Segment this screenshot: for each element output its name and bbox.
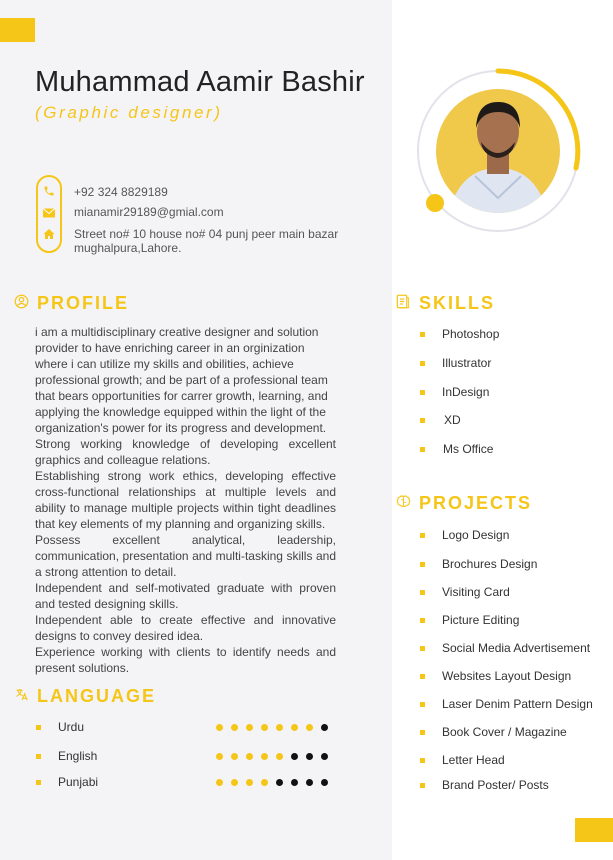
project-name: Picture Editing [442, 613, 520, 627]
profile-paragraph: Establishing strong work ethics, developing effective cross-functional relationships at multiple levels and ability to manage multiple projects within tight deadlines that key elements of my planning and organizing skills. [35, 469, 336, 531]
proficiency-dots [216, 779, 328, 786]
skill-name: XD [444, 413, 461, 427]
project-name: Websites Layout Design [442, 669, 572, 683]
project-name: Logo Design [442, 528, 510, 542]
user-circle-icon [14, 294, 34, 313]
profile-title: PROFILE [37, 293, 130, 313]
skills-heading [396, 293, 495, 314]
proficiency-dot-filled [276, 753, 283, 760]
language-name: Urdu [58, 720, 85, 734]
bullet [36, 754, 41, 759]
language-icon [14, 687, 34, 706]
profile-photo-frame [415, 68, 581, 234]
profile-paragraph: Strong working knowledge of developing excellent graphics and colleague relations. [35, 437, 336, 467]
proficiency-dot-empty [306, 779, 313, 786]
language-name: Punjabi [58, 775, 99, 789]
proficiency-dot-filled [216, 753, 223, 760]
skill-name: InDesign [442, 385, 490, 399]
email-address: mianamir29189@gmial.com [74, 205, 224, 219]
bullet [420, 390, 425, 395]
proficiency-dot-filled [231, 724, 238, 731]
profile-paragraph: Independent and self-motivated graduate with proven and tested designing skills. [35, 581, 336, 611]
profile-paragraph: Independent able to create effective and innovative designs to convey desired idea. [35, 613, 336, 643]
skill-name: Photoshop [442, 327, 500, 341]
bullet [420, 447, 425, 452]
accent-bar-bottom [575, 818, 613, 842]
language-row-punjabi [36, 775, 336, 791]
bullet [420, 730, 425, 735]
skill-name: Ms Office [443, 442, 494, 456]
bullet [420, 674, 425, 679]
proficiency-dot-filled [291, 724, 298, 731]
job-title: (Graphic designer) [35, 103, 223, 122]
proficiency-dot-empty [291, 779, 298, 786]
proficiency-dot-empty [321, 779, 328, 786]
proficiency-dot-filled [231, 779, 238, 786]
proficiency-dots [216, 724, 328, 731]
bullet [420, 783, 425, 788]
proficiency-dots [216, 753, 328, 760]
envelope-icon [38, 207, 60, 221]
proficiency-dot-filled [306, 724, 313, 731]
language-heading [14, 686, 156, 707]
proficiency-dot-filled [246, 753, 253, 760]
proficiency-dot-filled [216, 724, 223, 731]
bullet [420, 361, 425, 366]
proficiency-dot-filled [231, 753, 238, 760]
bullet [36, 725, 41, 730]
bullet [420, 418, 425, 423]
home-icon [38, 228, 60, 243]
language-title: LANGUAGE [37, 686, 156, 706]
proficiency-dot-empty [291, 753, 298, 760]
language-row-urdu [36, 720, 336, 736]
project-name: Laser Denim Pattern Design [442, 697, 593, 711]
accent-bar-top [0, 18, 35, 42]
bullet [420, 590, 425, 595]
contact-icon-pill [36, 175, 62, 253]
brain-icon [396, 494, 416, 513]
address-line-2: mughalpura,Lahore. [74, 241, 182, 255]
bullet [420, 332, 425, 337]
phone-number: +92 324 8829189 [74, 185, 168, 199]
proficiency-dot-empty [321, 753, 328, 760]
proficiency-dot-filled [246, 724, 253, 731]
proficiency-dot-filled [261, 779, 268, 786]
proficiency-dot-empty [306, 753, 313, 760]
project-name: Visiting Card [442, 585, 510, 599]
project-name: Brand Poster/ Posts [442, 778, 549, 792]
projects-heading [396, 493, 532, 514]
bullet [420, 646, 425, 651]
proficiency-dot-filled [246, 779, 253, 786]
bullet [420, 562, 425, 567]
profile-paragraph: Possess excellent analytical, leadership, communication, presentation and multi-tasking skills and a strong attention to detail. [35, 533, 336, 579]
proficiency-dot-empty [321, 724, 328, 731]
project-name: Book Cover / Magazine [442, 725, 567, 739]
document-icon [396, 294, 416, 313]
proficiency-dot-filled [261, 724, 268, 731]
project-name: Letter Head [442, 753, 505, 767]
language-name: English [58, 749, 98, 763]
profile-summary [35, 324, 336, 676]
address-line-1: Street no# 10 house no# 04 punj peer main bazar [74, 227, 339, 241]
proficiency-dot-filled [216, 779, 223, 786]
skill-name: Illustrator [442, 356, 492, 370]
proficiency-dot-empty [276, 779, 283, 786]
candidate-name: Muhammad Aamir Bashir [35, 66, 365, 98]
bullet [36, 780, 41, 785]
proficiency-dot-filled [276, 724, 283, 731]
project-name: Brochures Design [442, 557, 538, 571]
project-name: Social Media Advertisement [442, 641, 591, 655]
profile-heading [14, 293, 129, 314]
language-row-english [36, 749, 336, 765]
profile-paragraph: i am a multidisciplinary creative designer and solution provider to have enriching career in an orginization where i can utilize my skills and obilities, achieve professional growth; and be part of a professional team that bears opportunities for carrer growth, learning, and applying the knowledge equipped within the light of the organization's power for its progress and development. [35, 325, 328, 435]
projects-title: PROJECTS [419, 493, 533, 513]
profile-paragraph: Experience working with clients to identify needs and present solutions. [35, 645, 336, 675]
bullet [420, 702, 425, 707]
bullet [420, 618, 425, 623]
phone-icon [38, 185, 60, 200]
bullet [420, 758, 425, 763]
bullet [420, 533, 425, 538]
skills-title: SKILLS [419, 293, 496, 313]
proficiency-dot-filled [261, 753, 268, 760]
